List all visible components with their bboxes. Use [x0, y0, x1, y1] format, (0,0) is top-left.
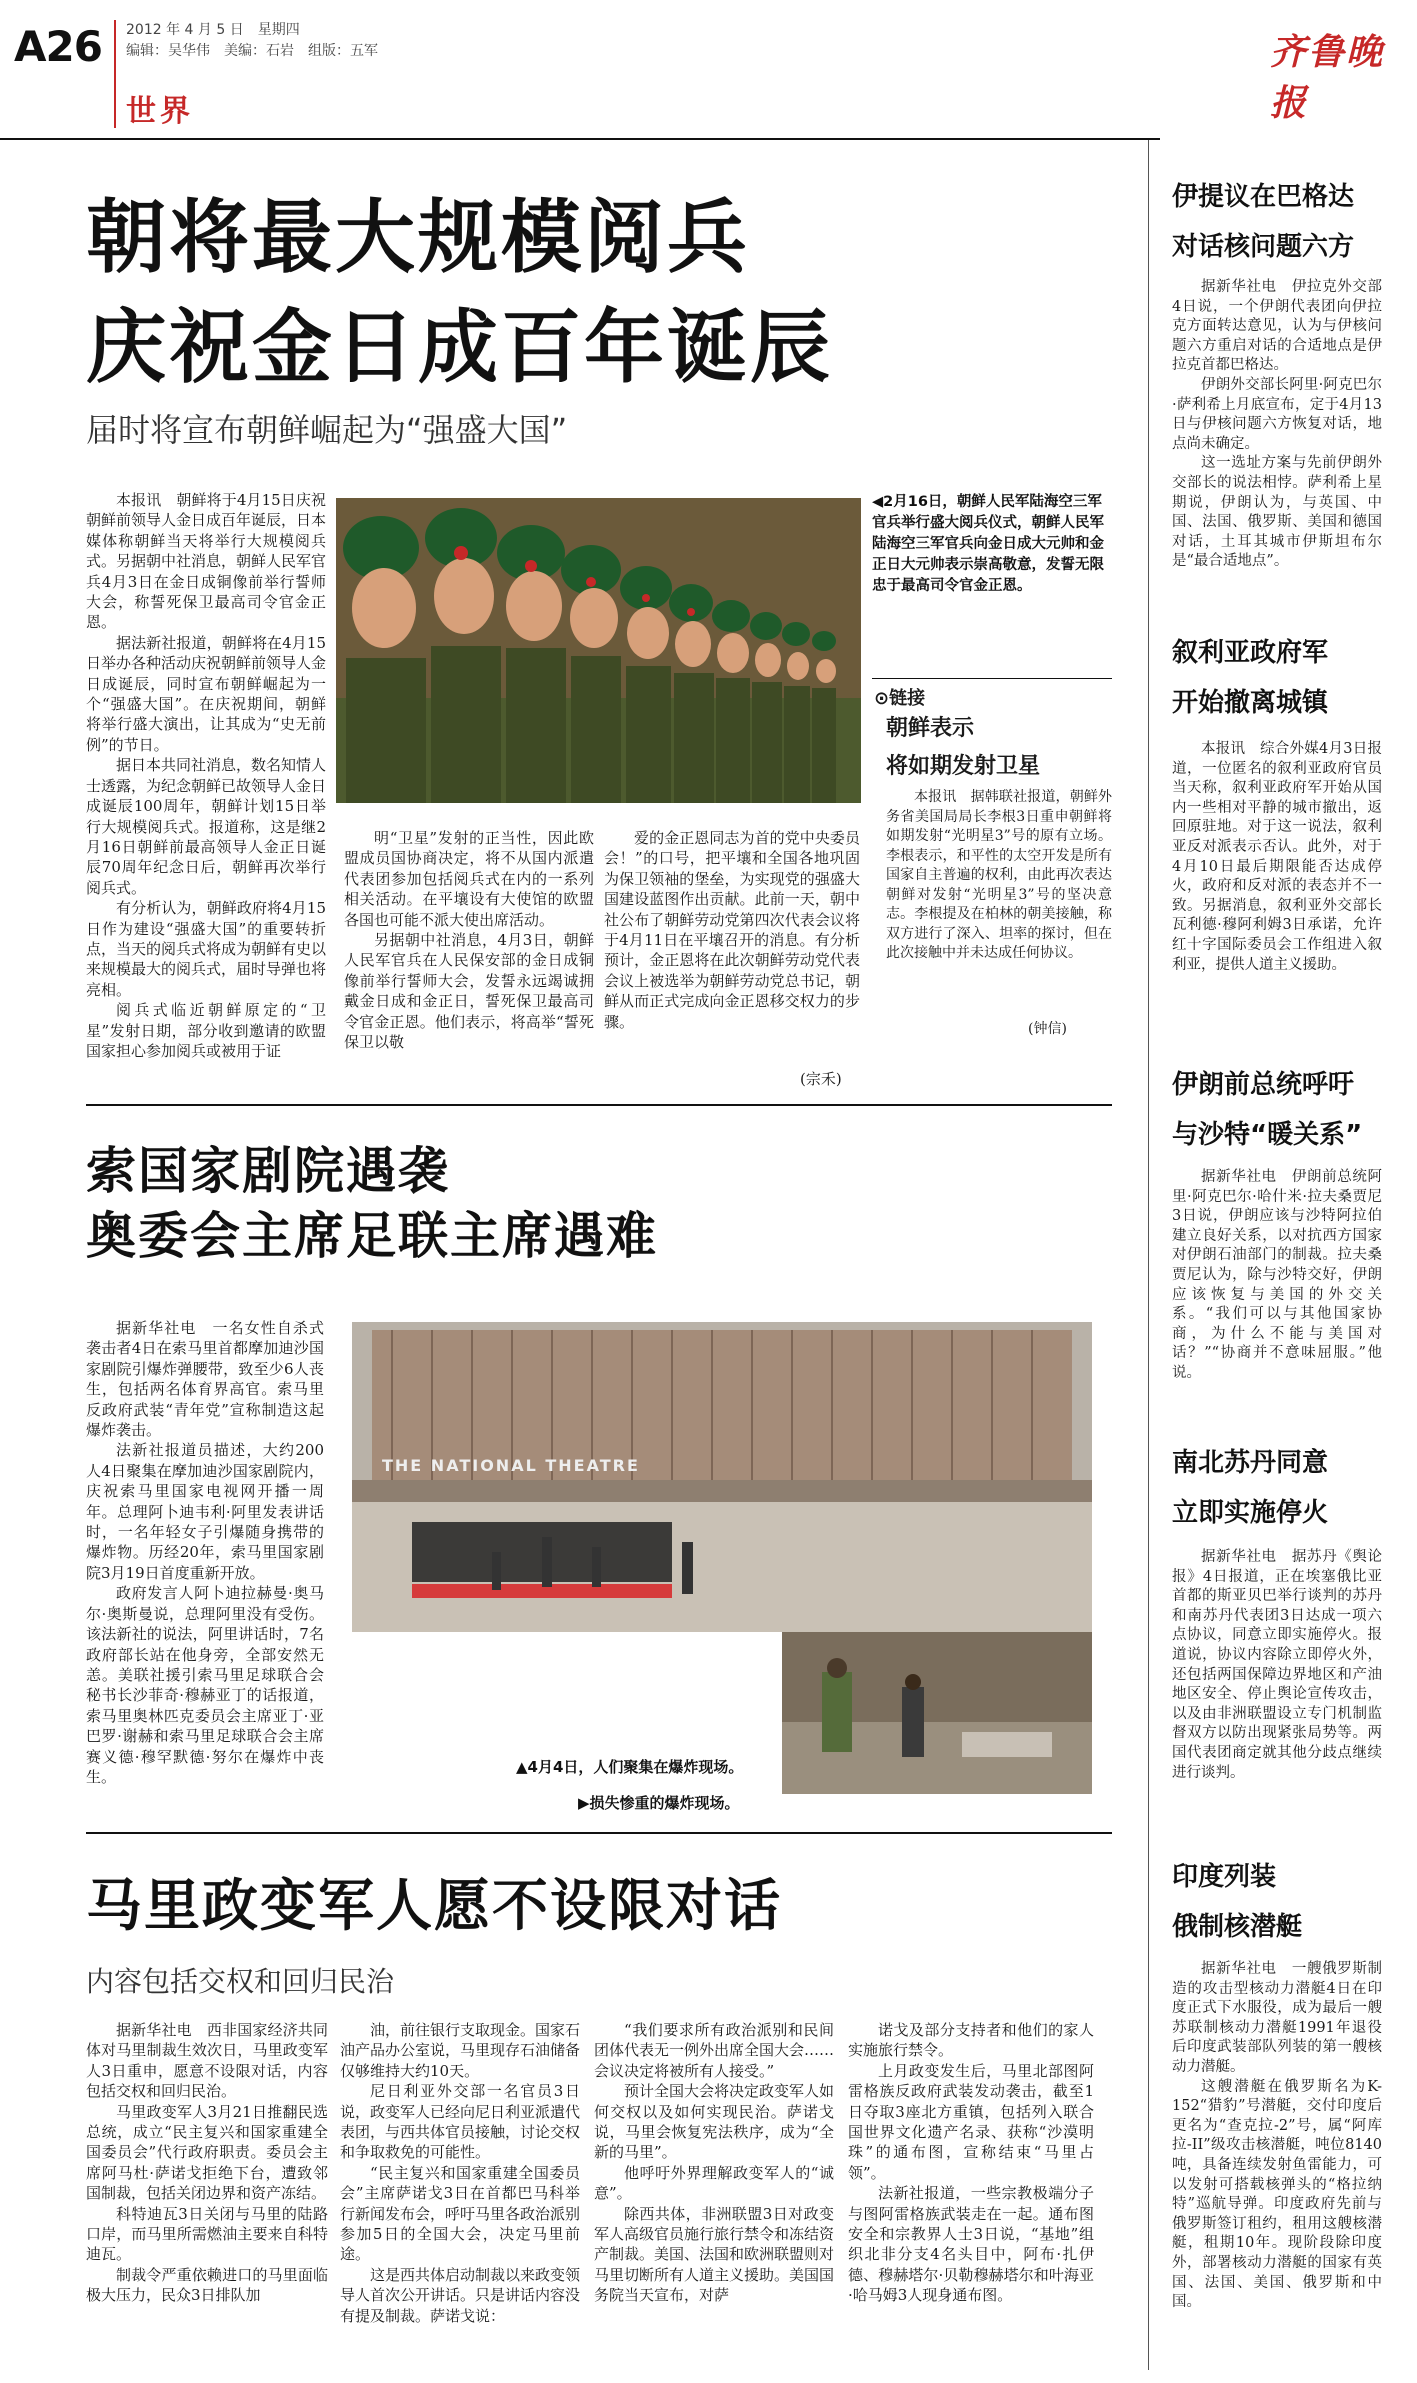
story2-caption-1: ▲4月4日，人们聚集在爆炸现场。	[516, 1758, 744, 1776]
story2-headline-2: 奥委会主席足联主席遇难	[86, 1207, 658, 1265]
side-column-divider	[1148, 140, 1149, 2370]
side-story1-head-line-2: 对话核问题六方	[1172, 232, 1355, 262]
theatre-sign-text: THE NATIONAL THEATRE	[382, 1456, 640, 1475]
paragraph: 预计全国大会将决定政变军人如何交权以及如何实现民治。萨诺戈说，马里会恢复宪法秩序，成为“全新的马里”。	[594, 2082, 834, 2162]
side-story3-head-line-1: 伊朗前总统呼吁	[1172, 1070, 1355, 1100]
paragraph: 另据朝中社消息，4月3日，朝鲜人民军官兵在人民保安部的金日成铜像前举行誓师大会，发誓永远竭诚拥戴金日成和金正日，誓死保卫最高司令官金正恩。他们表示，将高举“誓死保卫以敬	[344, 931, 594, 1052]
paragraph: 伊朗外交部长阿里·阿克巴尔·萨利希上月底宣布，定于4月13日与伊核问题六方恢复对话，地点尚未确定。	[1172, 376, 1382, 452]
paragraph: “我们要求所有政治派别和民间团体代表无一例外出席全国大会……会议决定将被所有人接受。”	[594, 2021, 834, 2080]
paragraph: 这艘潜艇在俄罗斯名为K-152“猎豹”号潜艇，交付印度后更名为“查克拉-2”号，属“阿库拉-II”级攻击核潜艇，吨位8140吨，具备连续发射鱼雷能力，可以发射可搭载核弹头的“格拉纳特”巡航导弹。印度政府先前与俄罗斯签订租约，租用这艘核潜艇，租期10年。现阶段除印度外，部署核动力潜艇的国家有英国、法国、美国、俄罗斯和中国。	[1172, 2078, 1382, 2311]
story3-subhead: 内容包括交权和回归民治	[86, 1965, 395, 1998]
paragraph: 法新社报道，一些宗教极端分子与图阿雷格族武装走在一起。通布图安全和宗教界人士3日说，“基地”组织北非分支4名头目中，阿布·扎伊德、穆赫塔尔·贝勒穆赫塔尔和叶海亚·哈马姆3人现身通布图。	[848, 2184, 1094, 2305]
top-rule	[0, 138, 1160, 140]
paragraph: “民主复兴和国家重建全国委员会”主席萨诺戈3日在首都巴马科举行新闻发布会，呼吁马里各政治派别参加5日的全国大会，决定马里前途。	[340, 2163, 580, 2264]
side-story5-head-line-1: 印度列装	[1172, 1862, 1277, 1892]
paragraph: 有分析认为，朝鲜政府将4月15日作为建设“强盛大国”的重要转折点，当天的阅兵式将成为朝鲜有史以来规模最大的阅兵式，届时导弹也将亮相。	[86, 899, 326, 999]
paragraph: 据日本共同社消息，数名知情人士透露，为纪念朝鲜已故领导人金日成诞辰100周年，朝鲜计划15日举行大规模阅兵式。报道称，这是继2月16日朝鲜前最高领导人金正日诞辰70周年纪念日后，朝鲜再次举行阅兵式。	[86, 756, 326, 897]
side-story2-head	[1172, 628, 1328, 728]
story2-photo-blast-scene	[782, 1632, 1092, 1794]
story3-headline: 马里政变军人愿不设限对话	[86, 1874, 782, 1939]
paragraph: 据新华社电 据苏丹《舆论报》4日报道，正在埃塞俄比亚首都的斯亚贝巴举行谈判的苏丹和南苏丹代表团3日达成一项六点协议，同意立即实施停火。报道说，协议内容除立即停火外，还包括两国保障边界地区和产油地区安全、停止舆论宣传攻击，以及由非洲联盟设立专门机制监督双方以防出现紧张局势等。两国代表团商定就其他分歧点继续进行谈判。	[1172, 1549, 1382, 1781]
side-story4-body	[1172, 1548, 1382, 1844]
paragraph: 本报讯 朝鲜将于4月15日庆祝朝鲜前领导人金日成百年诞辰，日本媒体称朝鲜当天将举行大规模阅兵式。另据朝中社消息，朝鲜人民军官兵4月3日在金日成铜像前举行誓师大会，称誓死保卫最高司令官金正恩。	[86, 491, 326, 632]
header-meta	[126, 20, 378, 62]
paragraph: 上月政变发生后，马里北部图阿雷格族反政府武装发动袭击，截至1日夺取3座北方重镇，包括列入联合国世界文化遗产名录、获称“沙漠明珠”的通布图，宣称结束“马里占领”。	[848, 2061, 1094, 2182]
side-story3-head	[1172, 1060, 1362, 1160]
side-story1-body	[1172, 278, 1382, 598]
paragraph: 制裁令严重依赖进口的马里面临极大压力，民众3日排队加	[86, 2265, 328, 2305]
story2-top-rule	[86, 1104, 1112, 1106]
story2-caption-2: ▶损失惨重的爆炸现场。	[578, 1794, 740, 1812]
paragraph: 本报讯 据韩联社报道，朝鲜外务省美国局局长李根3日重申朝鲜将如期发射“光明星3”号的原有立场。李根表示，和平性的太空开发是所有国家自主普遍的权利，由此再次表达朝鲜对发射“光明星3”号的坚决意志。李根提及在柏林的朝美接触，称双方进行了深入、坦率的探讨，但在此次接触中并未达成任何协议。	[886, 789, 1112, 961]
side-story5-head	[1172, 1852, 1302, 1952]
story1-byline: (宗禾)	[800, 1070, 842, 1088]
story3-column-2	[340, 2020, 580, 2366]
paragraph: 阅兵式临近朝鲜原定的“卫星”发射日期，部分收到邀请的欧盟国家担心参加阅兵或被用于证	[86, 1001, 326, 1060]
story1-photo-caption: ◀2月16日，朝鲜人民军陆海空三军官兵举行盛大阅兵仪式，朝鲜人民军陆海空三军官兵向金日成大元帅和金正日大元帅表示崇高敬意，发誓无限忠于最高司令官金正恩。	[872, 494, 1104, 594]
theatre-image	[352, 1322, 1092, 1632]
masthead-logo: 齐鲁晚报	[1270, 31, 1385, 124]
paragraph: 科特迪瓦3日关闭与马里的陆路口岸，而马里所需燃油主要来自科特迪瓦。	[86, 2204, 328, 2264]
side-story4-head-line-1: 南北苏丹同意	[1172, 1448, 1329, 1478]
link-byline: (钟信)	[1028, 1021, 1067, 1037]
story1-headline-1: 朝将最大规模阅兵	[86, 191, 750, 284]
story1-headline-2: 庆祝金日成百年诞辰	[86, 301, 833, 394]
link-title-line-1: 朝鲜表示	[886, 716, 975, 741]
side-story1-head-line-1: 伊提议在巴格达	[1172, 182, 1355, 212]
side-story2-head-line-1: 叙利亚政府军	[1172, 638, 1329, 668]
story3-top-rule	[86, 1832, 1112, 1834]
blast-scene-image	[782, 1632, 1092, 1794]
paragraph: 油，前往银行支取现金。国家石油产品办公室说，马里现存石油储备仅够维持大约10天。	[340, 2021, 580, 2080]
soldiers-image	[336, 498, 861, 803]
section-title: 世界	[126, 94, 194, 129]
side-story5-head-line-2: 俄制核潜艇	[1172, 1912, 1303, 1942]
side-story2-body	[1172, 740, 1382, 1060]
paragraph: 据新华社电 一艘俄罗斯制造的攻击型核动力潜艇4日在印度正式下水服役，成为最后一艘苏联制核动力潜艇1991年退役后印度武装部队列装的第一艘核动力潜艇。	[1172, 1961, 1382, 2075]
paragraph: 据新华社电 一名女性自杀式袭击者4日在索马里首都摩加迪沙国家剧院引爆炸弹腰带，致至少6人丧生，包括两名体育界高官。索马里反政府武装“青年党”宣称制造这起爆炸袭击。	[86, 1319, 324, 1440]
paragraph: 据新华社电 伊朗前总统阿里·阿克巴尔·哈什米·拉夫桑贾尼3日说，伊朗应该与沙特阿拉伯建立良好关系，以对抗西方国家对伊朗石油部门的制裁。拉夫桑贾尼认为，除与沙特交好，伊朗应该恢复与美国的外交关系。“我们可以与其他国家协商，为什么不能与美国对话？”“协商并不意味屈服。”他说。	[1172, 1169, 1382, 1381]
paragraph: 本报讯 综合外媒4月3日报道，一位匿名的叙利亚政府官员当天称，叙利亚政府军开始从国内一些相对平静的城市撤出，返回原驻地。对于这一说法，叙利亚反对派表示否认。此外，对于4月10日最后期限能否达成停火，政府和反对派的表态并不一致。另据消息，叙利亚外交部长瓦利德·穆阿利姆3日承诺，允许红十字国际委员会工作组进入叙利亚，提供人道主义援助。	[1172, 741, 1382, 973]
paragraph: 这一选址方案与先前伊朗外交部长的说法相悖。萨利希上星期说，伊朗认为，与英国、中国、法国、俄罗斯、美国和德国对话，土耳其城市伊斯坦布尔是“最合适地点”。	[1172, 455, 1382, 570]
story2-headline-1: 索国家剧院遇袭	[86, 1142, 450, 1200]
story2-photo-theatre	[352, 1322, 1092, 1632]
link-label: 链接	[889, 688, 926, 709]
side-story4-head-line-2: 立即实施停火	[1172, 1498, 1329, 1528]
paragraph: 据新华社电 西非国家经济共同体对马里制裁生效次日，马里政变军人3日重申，愿意不设限对话，内容包括交权和回归民治。	[86, 2021, 328, 2101]
paragraph: 他呼吁外界理解政变军人的“诚意”。	[594, 2163, 834, 2203]
link-icon: ⊙	[874, 688, 890, 709]
story3-column-1	[86, 2020, 328, 2366]
story1-column-3	[604, 828, 860, 1070]
header-divider	[114, 20, 116, 128]
paragraph: 马里政变军人3月21日推翻民选总统，成立“民主复兴和国家重建全国委员会”代行政府职责。委员会主席阿马杜·萨诺戈拒绝下台，遭致邻国制裁，包括关闭边界和资产冻结。	[86, 2102, 328, 2203]
link-title-line-2: 将如期发射卫星	[886, 754, 1041, 779]
paragraph: 尼日利亚外交部一名官员3日说，政变军人已经向尼日利亚派遣代表团，与西共体官员接触，讨论交权和争取救免的可能性。	[340, 2082, 580, 2162]
side-story2-head-line-2: 开始撤离城镇	[1172, 688, 1329, 718]
story2-body	[86, 1318, 324, 1800]
story3-column-3	[594, 2020, 834, 2366]
paragraph: 据法新社报道，朝鲜将在4月15日举办各种活动庆祝朝鲜前领导人金日成诞辰，同时宣布朝鲜崛起为一个“强盛大国”。在庆祝期间，朝鲜将举行盛大演出，让其成为“史无前例”的节日。	[86, 633, 326, 754]
story3-column-4	[848, 2020, 1094, 2366]
link-body	[886, 788, 1112, 1036]
paragraph: 诺戈及部分支持者和他们的家人实施旅行禁令。	[848, 2021, 1094, 2060]
side-story1-head	[1172, 172, 1354, 272]
side-story5-body	[1172, 1960, 1382, 2370]
story1-column-2	[344, 828, 594, 1090]
side-story4-head	[1172, 1438, 1328, 1538]
story1-photo-soldiers	[336, 498, 861, 803]
link-rule	[872, 678, 1112, 679]
page-number: A26	[14, 22, 102, 71]
side-story3-head-line-2: 与沙特“暖关系”	[1172, 1120, 1363, 1150]
paragraph: 这是西共体启动制裁以来政变领导人首次公开讲话。只是讲话内容没有提及制裁。萨诺戈说：	[340, 2265, 580, 2325]
link-box-header	[874, 684, 925, 710]
paragraph: 除西共体，非洲联盟3日对政变军人高级官员施行旅行禁令和冻结资产制裁。美国、法国和欧洲联盟则对马里切断所有人道主义援助。美国国务院当天宣布，对萨	[594, 2204, 834, 2305]
side-story3-body	[1172, 1168, 1382, 1424]
story1-column-1	[86, 490, 326, 1100]
paragraph: 法新社报道员描述，大约200人4日聚集在摩加迪沙国家剧院内，庆祝索马里国家电视网开播一周年。总理阿卜迪韦利·阿里发表讲话时，一名年轻女子引爆随身携带的爆炸物。历经20年，索马里国家剧院3月19日首度重新开放。	[86, 1441, 324, 1582]
story1-subhead: 届时将宣布朝鲜崛起为“强盛大国”	[86, 411, 568, 449]
date-line: 2012 年 4 月 5 日 星期四	[126, 22, 300, 38]
paragraph: 爱的金正恩同志为首的党中央委员会！”的口号，把平壤和全国各地巩固为保卫领袖的堡垒，为实现党的强盛大国建设蓝图作出贡献。此前一天，朝中社公布了朝鲜劳动党第四次代表会议将于4月11日在平壤召开的消息。有分析预计，金正恩将在此次朝鲜劳动党代表会议上被选举为朝鲜劳动党总书记，朝鲜从而正式完成向金正恩移交权力的步骤。	[604, 829, 860, 1031]
paragraph: 据新华社电 伊拉克外交部4日说，一个伊朗代表团向伊拉克方面转达意见，认为与伊核问题六方重启对话的合适地点是伊拉克首都巴格达。	[1172, 279, 1382, 374]
link-title	[886, 710, 1040, 786]
paragraph: 明“卫星”发射的正当性，因此欧盟成员国协商决定，将不从国内派遣代表团参加包括阅兵式在内的一系列相关活动。在平壤设有大使馆的欧盟各国也可能不派大使出席活动。	[344, 829, 594, 929]
editors-line: 编辑：吴华伟 美编：石岩 组版：五军	[126, 43, 378, 59]
paragraph: 政府发言人阿卜迪拉赫曼·奥马尔·奥斯曼说，总理阿里没有受伤。该法新社的说法，阿里讲话时，7名政府部长站在他身旁，全部安然无恙。美联社援引索马里足球联合会秘书长沙菲奇·穆赫亚丁的话报道，索马里奥林匹克委员会主席亚丁·亚巴罗·谢赫和索马里足球联合会主席赛义德·穆罕默德·努尔在爆炸中丧生。	[86, 1584, 324, 1786]
